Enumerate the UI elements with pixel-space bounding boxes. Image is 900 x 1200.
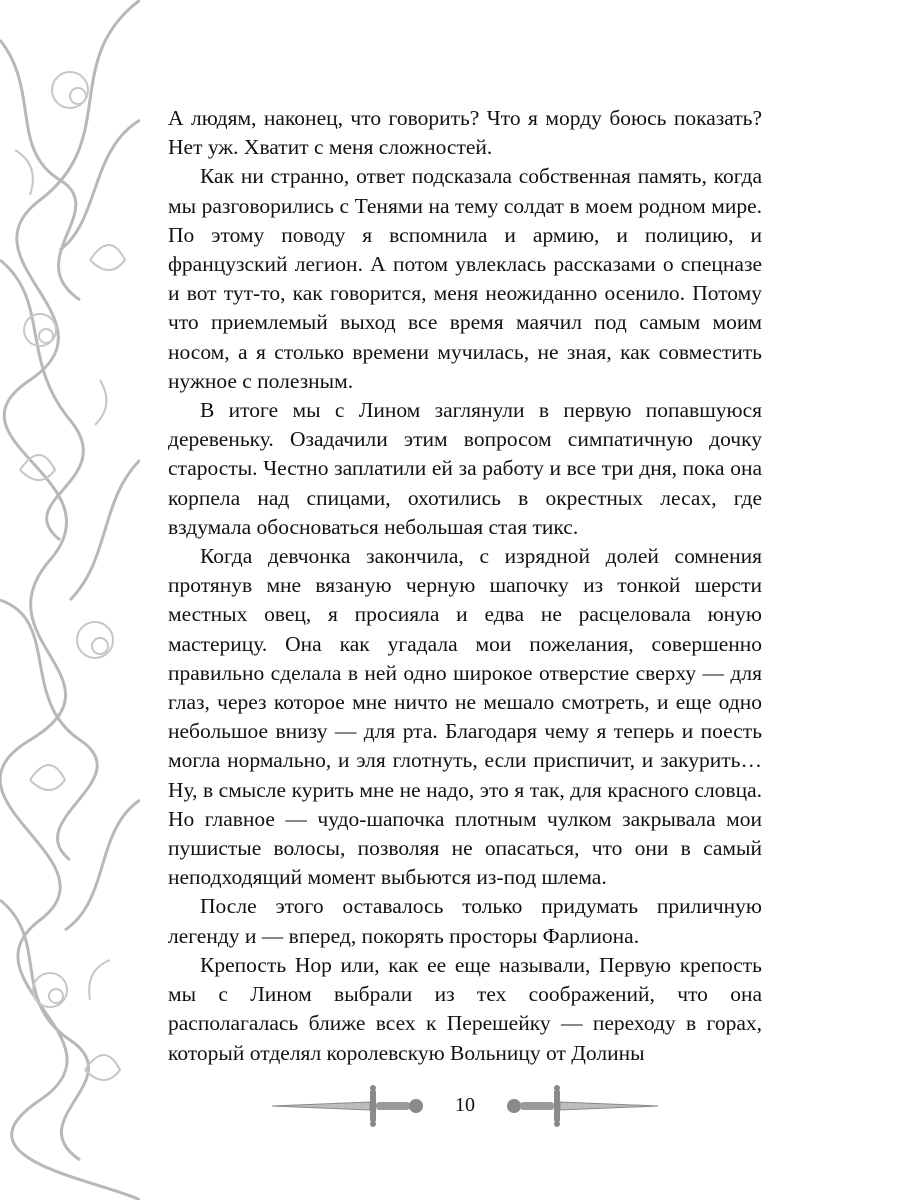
paragraph: Как ни странно, ответ подсказала собственная память, когда мы разговорились с Тенями на тему солдат в моем родном мире. По этому поводу я вспомнила и армию, и полицию, и французский легион. А потом увлеклась рассказами о спецназе и вот тут-то, как говорится, меня неожиданно осенило. Потому что приемлемый выход все время маячил под самым моим носом, а я столько времени мучилась, не зная, как совместить нужное с полезным.: [168, 164, 762, 393]
paragraph: Когда девчонка закончила, с изрядной долей сомнения протянув мне вязаную черную шапочку из тонкой шерсти местных овец, я просияла и едва не расцеловала юную мастерицу. Она как угадала мои пожелания, совершенно правильно сделала в ней одно широкое отверстие сверху — для глаз, через которое мне ничто не мешало смотреть, и еще одно небольшое внизу — для рта. Благодаря чему я теперь и поесть могла нормально, и эля глотнуть, если приспичит, и закурить… Ну, в смысле курить мне не надо, это я так, для красного словца. Но главное — чудо-шапочка плотным чулком закрывала мои пушистые волосы, позволяя не опасаться, что они в самый неподходящий момент выбьются из-под шлема.: [168, 544, 762, 890]
paragraph: В итоге мы с Лином заглянули в первую попавшуюся деревеньку. Озадачили этим вопросом симпатичную дочку старосты. Честно заплатили ей за работу и все три дня, пока она корпела над спицами, охотились в окрестных лесах, где вздумала обосноваться небольшая стая тикс.: [168, 398, 762, 539]
sword-icon: [488, 1082, 660, 1130]
floral-ornament-icon: [0, 0, 140, 1200]
paragraph: После этого оставалось только придумать приличную легенду и — вперед, покорять просторы Фарлиона.: [168, 894, 762, 948]
page-body-text: [168, 104, 762, 1068]
paragraph: Крепость Нор или, как ее еще называли, Первую крепость мы с Лином выбрали из тех соображений, что она располагалась ближе всех к Перешейку — переходу в горах, который отделял королевскую Вольницу от Долины: [168, 952, 762, 1065]
page-number: 10: [455, 1094, 475, 1116]
paragraph: А людям, наконец, что говорить? Что я морду боюсь показать? Нет уж. Хватит с меня сложностей.: [168, 106, 762, 160]
page-footer: [270, 1078, 660, 1134]
